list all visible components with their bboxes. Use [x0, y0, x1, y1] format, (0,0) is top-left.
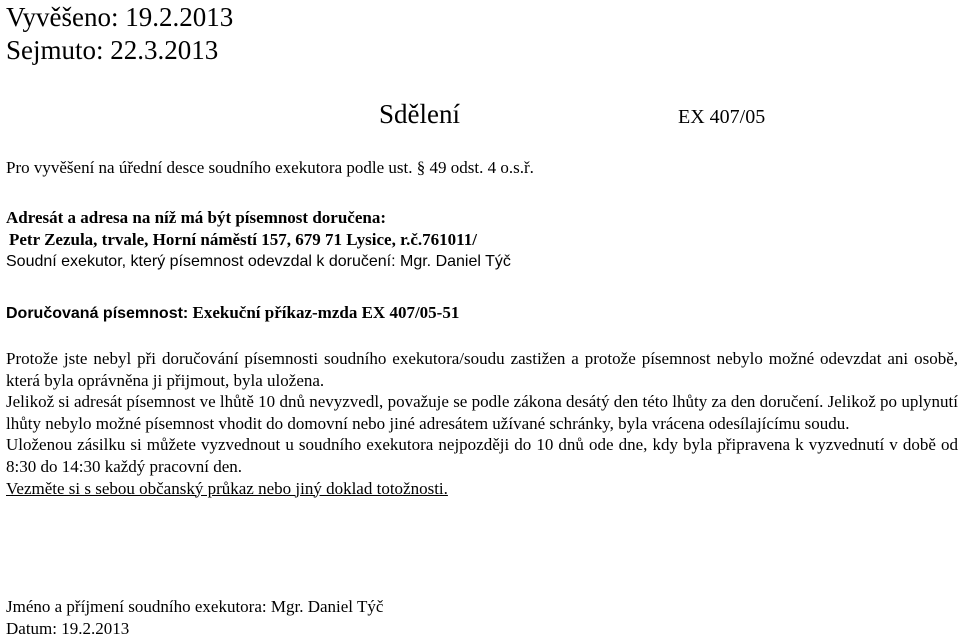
date-line: Datum: 19.2.2013	[6, 619, 130, 638]
body-paragraph-3: Uloženou zásilku si můžete vyzvednout u soudního exekutora nejpozději do 10 dnů ode dne, kdy byla připravena k vyzvednutí v době od 8:30 do 14:30 každý pracovní den.	[6, 435, 958, 476]
notice-body	[6, 348, 958, 499]
body-paragraph-1: Protože jste nebyl při doručování písemnosti soudního exekutora/soudu zastižen a protože písemnost nebylo možné odevzdat ani osobě, která byla oprávněna ji přijmout, byla uložena.	[6, 349, 958, 390]
delivered-document-line	[6, 302, 459, 324]
case-number: EX 407/05	[678, 106, 766, 128]
delivered-document: Exekuční příkaz-mzda EX 407/05-51	[192, 303, 460, 322]
sender-line: Soudní exekutor, který písemnost odevzdal k doručení: Mgr. Daniel Týč	[6, 253, 511, 270]
body-paragraph-4: Vezměte si s sebou občanský průkaz nebo jiný doklad totožnosti.	[6, 478, 448, 498]
body-paragraph-2: Jelikož si adresát písemnost ve lhůtě 10 dnů nevyzvedl, považuje se podle zákona desátý den této lhůty za den doručení. Jelikož po uplynutí lhůty nebylo možné písemnost vhodit do domovní nebo jiné adresátem užívané schránky, byla vrácena odesílajícímu soudu.	[6, 392, 958, 433]
intro-line: Pro vyvěšení na úřední desce soudního exekutora podle ust. § 49 odst. 4 o.s.ř.	[6, 158, 534, 177]
addressee-heading: Adresát a adresa na níž má být písemnost doručena:	[6, 208, 386, 227]
delivered-label: Doručovaná písemnost:	[6, 305, 189, 322]
addressee-address: Petr Zezula, trvale, Horní náměstí 157, 679 71 Lysice, r.č.761011/	[9, 230, 477, 249]
removed-date: Sejmuto: 22.3.2013	[6, 35, 219, 65]
document-title: Sdělení	[379, 99, 460, 129]
executor-name-line: Jméno a příjmení soudního exekutora: Mgr. Daniel Týč	[6, 597, 384, 616]
posted-date: Vyvěšeno: 19.2.2013	[6, 2, 234, 32]
